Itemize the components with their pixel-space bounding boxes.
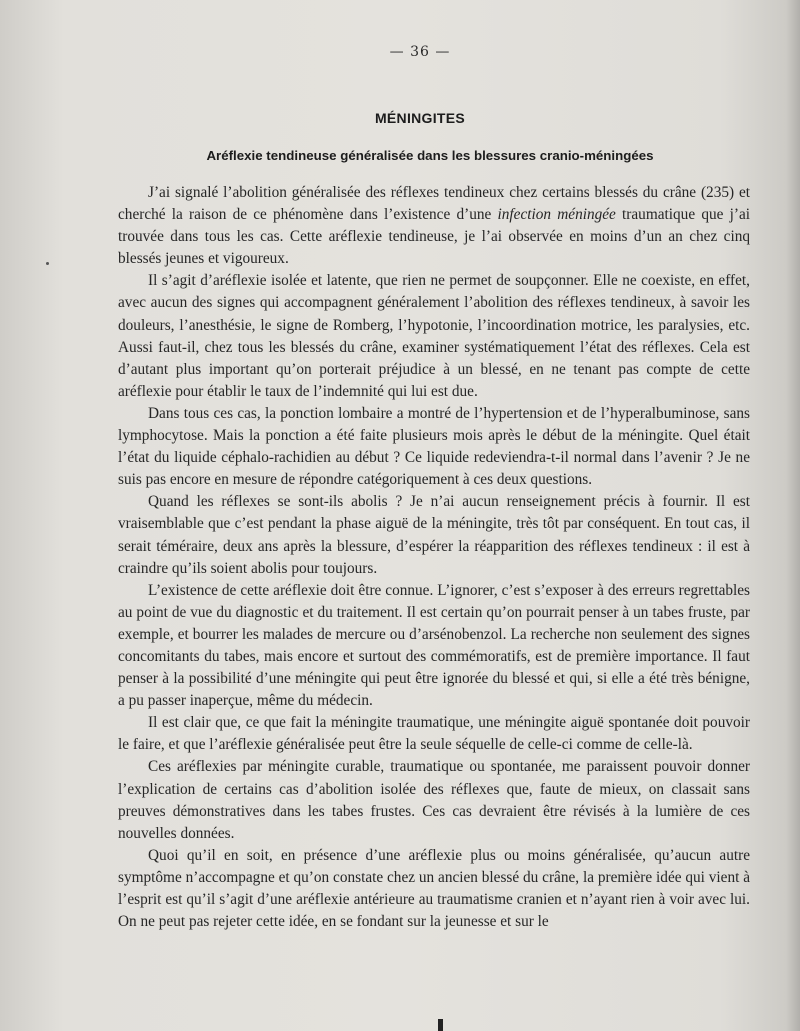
margin-speck bbox=[46, 262, 49, 265]
paragraph-1-emphasis: infection méningée bbox=[497, 206, 616, 224]
paragraph-3: Dans tous ces cas, la ponction lombaire a montré de l’hypertension et de l’hyperalbuminose, sans lymphocytose. Mais la ponction a été faite plusieurs mois après le début de la méningite. Quel était l’état du liquide céphalo-rachidien au début ? Ce liquide redeviendra-t-il normal dans l’avenir ? Je ne suis pas encore en mesure de répondre catégoriquement à ces deux questions. bbox=[118, 404, 750, 489]
paragraph-4: Quand les réflexes se sont-ils abolis ? Je n’ai aucun renseignement précis à fournir. Il est vraisemblable que c’est pendant la phase aiguë de la méningite, très tôt par conséquent. En tout cas, il serait téméraire, deux ans après la blessure, d’espérer la réapparition des réflexes tendineux : il est à craindre qu’ils soient abolis pour toujours. bbox=[118, 493, 750, 577]
paragraph-1-text-end: traumatique que j’ai trouvée dans tous les cas. Cette aréflexie tendineuse, je l’ai observée en moins d’un an chez cinq blessés jeunes et vigoureux. bbox=[118, 206, 750, 268]
binding-mark bbox=[438, 1019, 443, 1031]
section-subtitle: Aréflexie tendineuse généralisée dans les blessures cranio-méningées bbox=[206, 148, 654, 163]
page-number: — 36 — bbox=[389, 44, 451, 60]
paragraph-8: Quoi qu’il en soit, en présence d’une aréflexie plus ou moins généralisée, qu’aucun autre symptôme n’accompagne et qu’on constate chez un ancien blessé du crâne, la première idée qui vient à l’esprit est qu’il s’agit d’une aréflexie antérieure au traumatisme cranien et n’ayant rien à voir avec lui. On ne peut pas rejeter cette idée, en se fondant sur la jeunesse et sur le bbox=[118, 846, 750, 931]
paragraph-7: Ces aréflexies par méningite curable, traumatique ou spontanée, me paraissent pouvoir donner l’explication de certains cas d’abolition isolée des réflexes que, faute de mieux, on classait sans preuves démonstratives dans les tabes frustes. Ces cas devraient être révisés à la lumière de ces nouvelles données. bbox=[118, 758, 750, 842]
body-text bbox=[118, 182, 750, 933]
paragraph-1 bbox=[118, 182, 750, 270]
paragraph-2: Il s’agit d’aréflexie isolée et latente, que rien ne permet de soupçonner. Elle ne coexiste, en effet, avec aucun des signes qui accompagnent généralement l’abolition des réflexes tendineux, à savoir les douleurs, l’anesthésie, le signe de Romberg, l’hypotonie, l’incoordination motrice, les paralysies, etc. Aussi faut-il, chez tous les blessés du crâne, examiner systématiquement l’état des réflexes. Cela est d’autant plus important qu’on porterait préjudice à un blessé, en ne tenant pas compte de cette aréflexie pour établir le taux de l’indemnité qui lui est due. bbox=[118, 272, 750, 400]
paragraph-5: L’existence de cette aréflexie doit être connue. L’ignorer, c’est s’exposer à des erreurs regrettables au point de vue du diagnostic et du traitement. Il est certain qu’on pourrait penser à un tabes fruste, par exemple, et bourrer les malades de mercure ou d’arsénobenzol. La recherche non seulement des signes concomitants du tabes, mais encore et surtout des commémoratifs, est de première importance. Il faut penser à la possibilité d’une méningite qui peut être ignorée du blessé et qui, si elle a été très bénigne, a pu passer inaperçue, même du médecin. bbox=[118, 581, 750, 710]
section-title: MÉNINGITES bbox=[374, 110, 466, 126]
paragraph-1-text-start: J’ai signalé l’abolition généralisée des réflexes tendineux chez certains blessés du crâne (235) et cherché la raison de ce phénomène dans l’existence d’une bbox=[118, 184, 750, 224]
paragraph-6: Il est clair que, ce que fait la méningite traumatique, une méningite aiguë spontanée doit pouvoir le faire, et que l’aréflexie généralisée peut être la seule séquelle de celle-ci comme de celle-là. bbox=[118, 714, 750, 754]
